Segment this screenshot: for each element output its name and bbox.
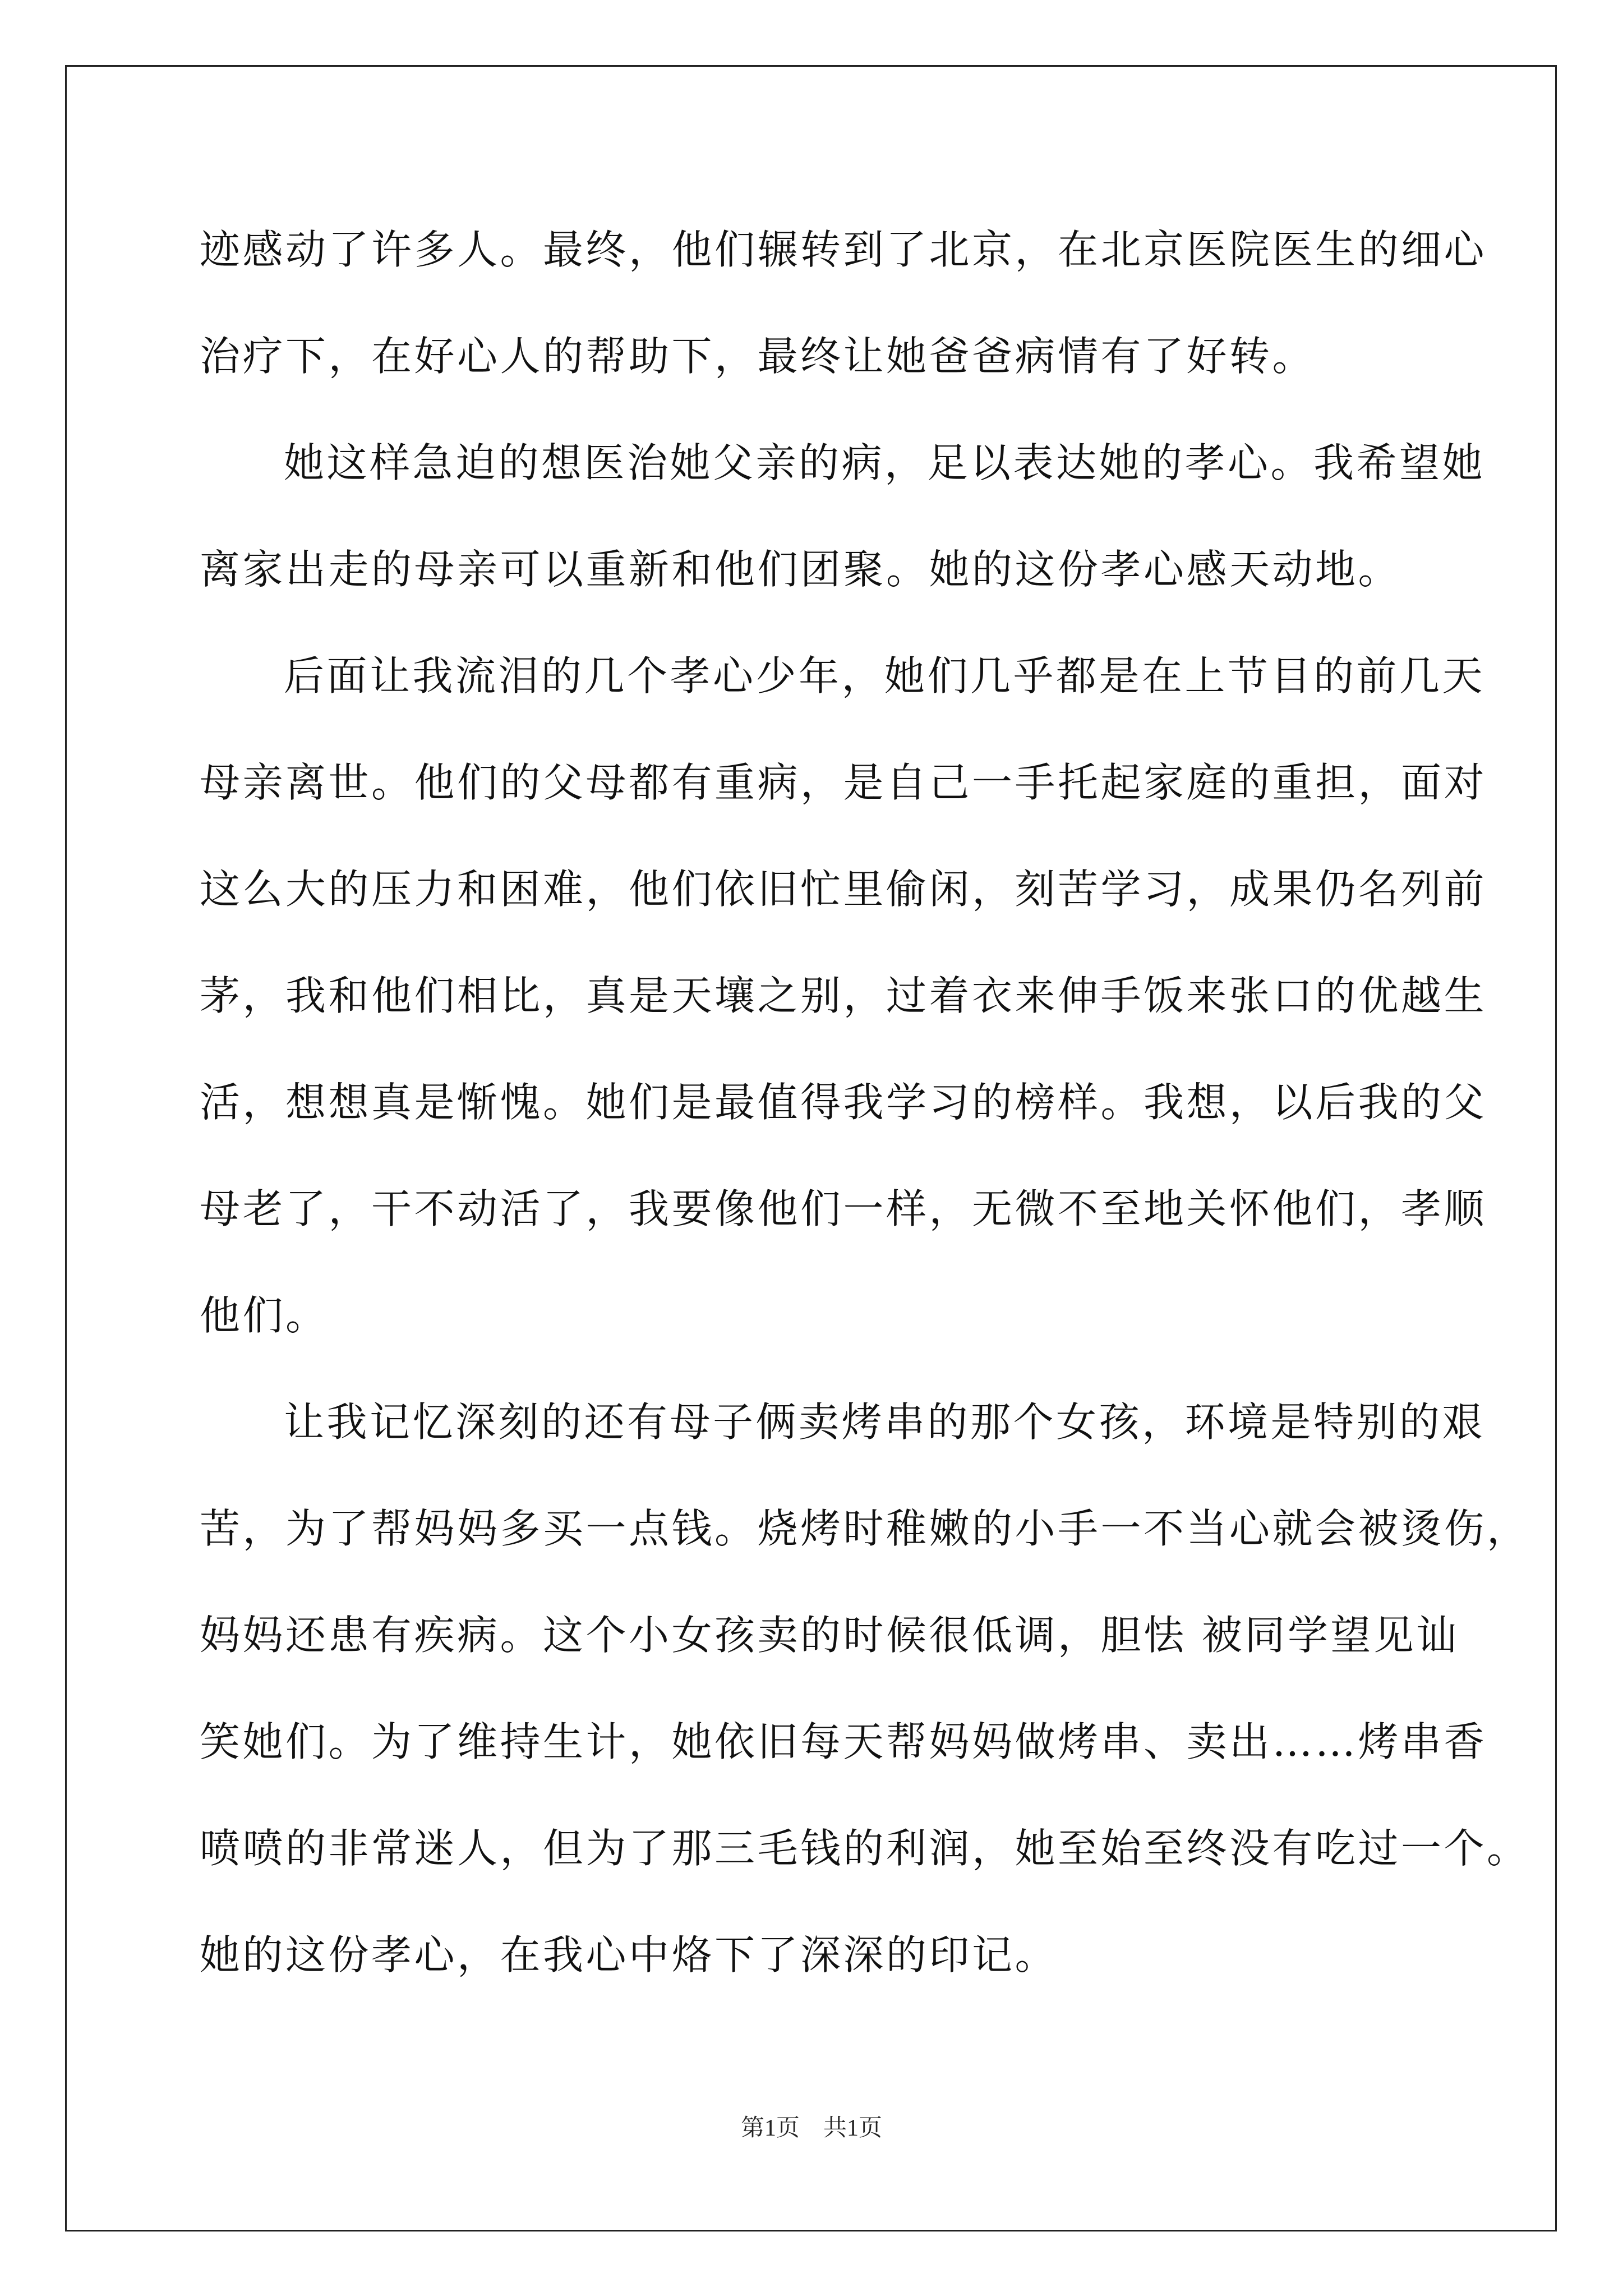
text-line: 母老了，干不动活了，我要像他们一样，无微不至地关怀他们，孝顺 <box>200 1185 1487 1232</box>
text-line: 母亲离世。他们的父母都有重病，是自己一手托起家庭的重担，面对 <box>200 759 1487 806</box>
text-line: 笑她们。为了维持生计，她依旧每天帮妈妈做烤串、卖出……烤串香 <box>200 1718 1487 1765</box>
text-line: 迹感动了许多人。最终，他们辗转到了北京，在北京医院医生的细心 <box>200 226 1487 273</box>
text-line: 苦，为了帮妈妈多买一点钱。烧烤时稚嫩的小手一不当心就会被烫伤， <box>200 1505 1530 1552</box>
page-number: 第1页 <box>740 2115 800 2141</box>
page-footer <box>0 2109 1623 2143</box>
text-line: 这么大的压力和困难，他们依旧忙里偷闲，刻苦学习，成果仍名列前 <box>200 866 1487 913</box>
text-line: 治疗下，在好心人的帮助下，最终让她爸爸病情有了好转。 <box>200 333 1316 380</box>
text-line: 活，想想真是惭愧。她们是最值得我学习的榜样。我想，以后我的父 <box>200 1079 1487 1126</box>
text-line: 喷喷的非常迷人，但为了那三毛钱的利润，她至始至终没有吃过一个。 <box>200 1825 1530 1872</box>
text-line: 他们。 <box>200 1292 329 1339</box>
text-line: 她这样急迫的想医治她父亲的病，足以表达她的孝心。我希望她 <box>284 439 1486 486</box>
text-line: 后面让我流泪的几个孝心少年，她们几乎都是在上节目的前几天 <box>284 652 1486 700</box>
document-body <box>200 219 1530 2031</box>
text-line: 她的这份孝心，在我心中烙下了深深的印记。 <box>200 1931 1058 1978</box>
text-line: 离家出走的母亲可以重新和他们团聚。她的这份孝心感天动地。 <box>200 546 1401 593</box>
page-total: 共1页 <box>823 2115 883 2141</box>
text-line: 妈妈还患有疾病。这个小女孩卖的时候很低调，胆怯 被同学望见讪 <box>200 1612 1459 1659</box>
text-line: 让我记忆深刻的还有母子俩卖烤串的那个女孩，环境是特别的艰 <box>284 1398 1486 1446</box>
text-line: 茅，我和他们相比，真是天壤之别，过着衣来伸手饭来张口的优越生 <box>200 972 1487 1019</box>
